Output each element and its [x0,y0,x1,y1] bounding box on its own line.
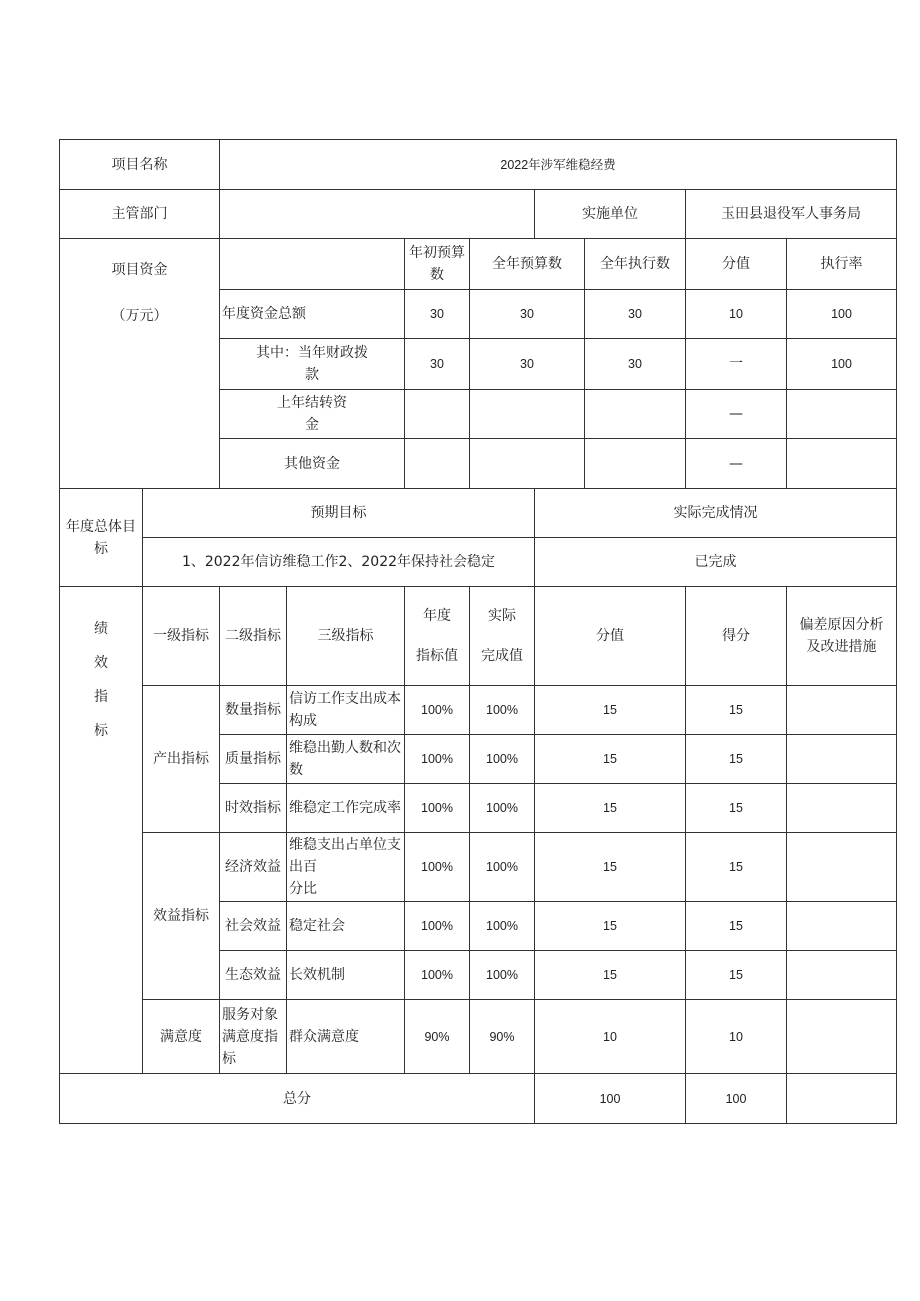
indicator-row [60,686,897,735]
satisfaction-score: 10 [686,1000,787,1074]
performance-evaluation-table [59,139,897,1124]
header-deviation: 偏差原因分析 及改进措施 [787,587,897,686]
group-benefit: 效益指标 [143,833,220,1000]
indicator-score: 15 [686,951,787,1000]
fund-exec-rate: 100 [787,290,897,339]
indicator-level2: 数量指标 [220,686,287,735]
indicator-target: 100% [405,686,470,735]
expected-goal-header: 预期目标 [143,489,535,538]
header-level1: 一级指标 [143,587,220,686]
fund-executed: 30 [585,290,686,339]
indicator-level2: 时效指标 [220,784,287,833]
indicator-level2: 经济效益 [220,833,287,902]
indicator-level3: 维稳定工作完成率 [287,784,405,833]
group-satisfaction: 满意度 [143,1000,220,1074]
fund-score-value: — [686,439,787,489]
project-name-label: 项目名称 [60,140,220,190]
total-label: 总分 [60,1074,535,1124]
fund-score-value: — [686,390,787,439]
fund-row-label: 其他资金 [220,439,405,489]
indicator-deviation [787,735,897,784]
indicator-score-value: 15 [535,833,686,902]
fund-executed [585,390,686,439]
header-level3: 三级指标 [287,587,405,686]
header-level2: 二级指标 [220,587,287,686]
indicator-actual: 100% [470,951,535,1000]
indicator-level3: 信访工作支出成本构成 [287,686,405,735]
funds-unit: （万元） [111,308,168,324]
fund-annual [470,390,585,439]
impl-unit-label: 实施单位 [535,190,686,239]
indicator-score: 15 [686,686,787,735]
fund-score-value: 一 [686,339,787,390]
header-initial-budget: 年初预算 数 [405,239,470,290]
total-row [60,1074,897,1124]
indicator-level2: 质量指标 [220,735,287,784]
indicator-target: 100% [405,902,470,951]
header-actual-value: 实际 完成值 [470,587,535,686]
indicator-target: 100% [405,735,470,784]
indicator-score: 15 [686,735,787,784]
total-score-value: 100 [535,1074,686,1124]
fund-exec-rate: 100 [787,339,897,390]
indicator-score-value: 15 [535,735,686,784]
fund-row-label: 年度资金总额 [220,290,405,339]
indicator-score-value: 15 [535,686,686,735]
indicator-level2: 生态效益 [220,951,287,1000]
fund-annual [470,439,585,489]
performance-indicators-label: 绩 效 指 标 [60,587,143,1074]
fund-exec-rate [787,390,897,439]
indicator-level2: 社会效益 [220,902,287,951]
actual-completion-header: 实际完成情况 [535,489,897,538]
indicator-score-value: 15 [535,951,686,1000]
indicator-deviation [787,902,897,951]
indicator-level3: 维稳支出占单位支出百 分比 [287,833,405,902]
fund-exec-rate [787,439,897,489]
indicator-score-value: 15 [535,784,686,833]
indicator-target: 100% [405,951,470,1000]
indicator-deviation [787,951,897,1000]
fund-row-label: 其中：当年财政拨 款 [220,339,405,390]
funds-header-blank [220,239,405,290]
indicator-score: 15 [686,833,787,902]
dept-label: 主管部门 [60,190,220,239]
indicator-level3: 长效机制 [287,951,405,1000]
fund-annual: 30 [470,339,585,390]
total-score: 100 [686,1074,787,1124]
indicator-actual: 100% [470,784,535,833]
fund-initial [405,439,470,489]
indicator-deviation [787,686,897,735]
fund-executed: 30 [585,339,686,390]
actual-completion-value: 已完成 [535,538,897,587]
header-annual-target: 年度 指标值 [405,587,470,686]
fund-initial: 30 [405,290,470,339]
header-perf-score: 得分 [686,587,787,686]
indicator-score-value: 15 [535,902,686,951]
header-annual-executed: 全年执行数 [585,239,686,290]
indicator-target: 100% [405,784,470,833]
funds-label: 项目资金 [111,262,168,278]
indicator-actual: 100% [470,735,535,784]
indicator-deviation [787,784,897,833]
indicator-actual: 100% [470,902,535,951]
indicator-level3: 稳定社会 [287,902,405,951]
annual-goal-label: 年度总体目 标 [60,489,143,587]
fund-executed [585,439,686,489]
group-output: 产出指标 [143,686,220,833]
header-annual-budget: 全年预算数 [470,239,585,290]
satisfaction-actual: 90% [470,1000,535,1074]
fund-initial [405,390,470,439]
dept-value [220,190,535,239]
indicator-score: 15 [686,902,787,951]
expected-goal-value: 1、2022年信访维稳工作2、2022年保持社会稳定 [143,538,535,587]
indicator-level3: 维稳出勤人数和次数 [287,735,405,784]
satisfaction-level3: 群众满意度 [287,1000,405,1074]
satisfaction-target: 90% [405,1000,470,1074]
satisfaction-score-value: 10 [535,1000,686,1074]
satisfaction-level2: 服务对象 满意度指 标 [220,1000,287,1074]
fund-score-value: 10 [686,290,787,339]
impl-unit-value: 玉田县退役军人事务局 [686,190,897,239]
indicator-target: 100% [405,833,470,902]
project-name-value: 2022年涉军维稳经费 [220,140,897,190]
header-perf-score-value: 分值 [535,587,686,686]
satisfaction-row [60,1000,897,1074]
indicator-actual: 100% [470,833,535,902]
indicator-deviation [787,833,897,902]
fund-initial: 30 [405,339,470,390]
indicator-row [60,833,897,902]
header-exec-rate: 执行率 [787,239,897,290]
fund-row-label: 上年结转资 金 [220,390,405,439]
total-deviation [787,1074,897,1124]
indicator-actual: 100% [470,686,535,735]
satisfaction-deviation [787,1000,897,1074]
fund-annual: 30 [470,290,585,339]
header-score-value: 分值 [686,239,787,290]
indicator-score: 15 [686,784,787,833]
funds-label-cell [60,239,220,489]
